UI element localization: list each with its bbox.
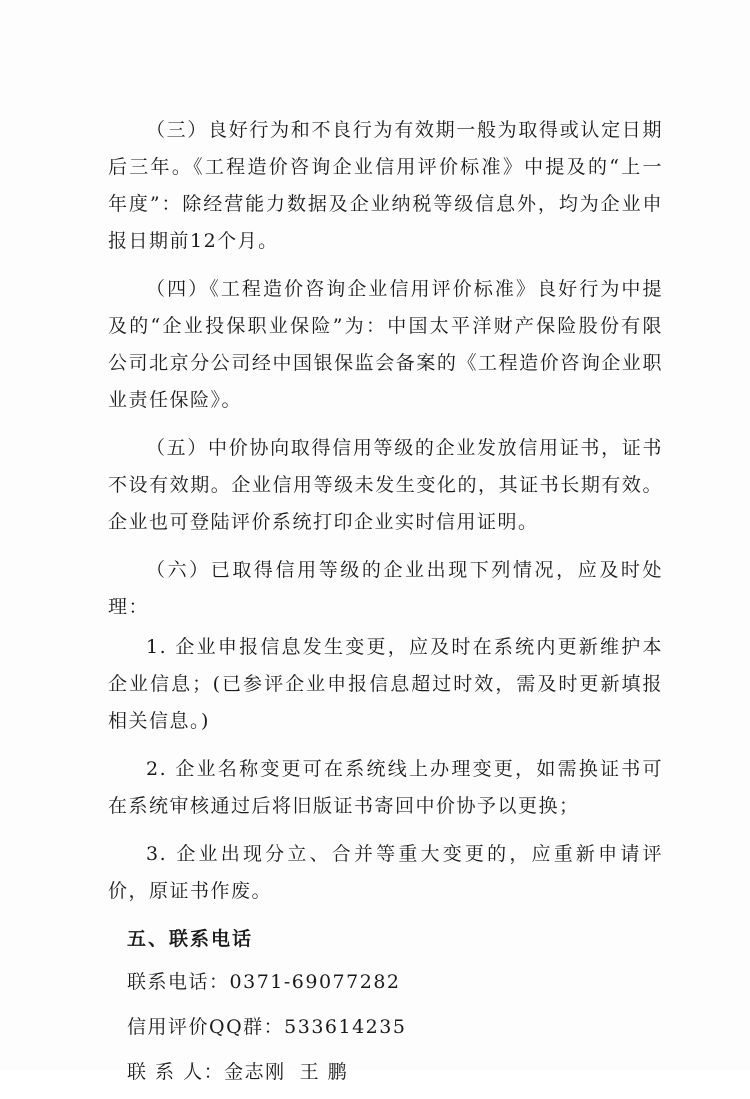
person-name-1: 金志刚 bbox=[224, 1061, 286, 1083]
phone-label: 联系电话： bbox=[127, 971, 230, 993]
contact-phone-line bbox=[108, 964, 663, 1001]
paragraph-validity-period: （三）良好行为和不良行为有效期一般为取得或认定日期后三年。《工程造价咨询企业信用评价标准》中提及的“上一年度”：除经营能力数据及企业纳税等级信息外，均为企业申报日期前12个月。 bbox=[108, 119, 663, 252]
list-item-major-change: 3. 企业出现分立、合并等重大变更的，应重新申请评价，原证书作废。 bbox=[108, 843, 663, 902]
list-item-info-change: 1. 企业申报信息发生变更，应及时在系统内更新维护本企业信息；(已参评企业申报信息超过时效，需及时更新填报相关信息。) bbox=[108, 636, 663, 732]
paragraph-certificate: （五）中价协向取得信用等级的企业发放信用证书，证书不设有效期。企业信用等级未发生变化的，其证书长期有效。企业也可登陆评价系统打印企业实时信用证明。 bbox=[108, 437, 663, 533]
document-body bbox=[108, 112, 663, 1099]
paragraph-situations: （六）已取得信用等级的企业出现下列情况，应及时处理： bbox=[108, 559, 663, 618]
contact-person-line bbox=[108, 1054, 663, 1091]
phone-value: 0371-69077282 bbox=[229, 971, 401, 993]
paragraph-insurance: （四）《工程造价咨询企业信用评价标准》良好行为中提及的“企业投保职业保险”为：中国太平洋财产保险股份有限公司北京分公司经中国银保监会备案的《工程造价咨询企业职业责任保险》。 bbox=[108, 278, 663, 411]
person-label: 联 系 人： bbox=[127, 1061, 225, 1083]
section-heading-contact: 五、联系电话 bbox=[127, 928, 254, 950]
qq-value: 533614235 bbox=[284, 1016, 407, 1038]
contact-qq-line bbox=[108, 1009, 663, 1046]
list-item-name-change: 2. 企业名称变更可在系统线上办理变更，如需换证书可在系统审核通过后将旧版证书寄回中价协予以更换； bbox=[108, 758, 663, 817]
person-name-2: 王 鹏 bbox=[299, 1061, 349, 1083]
qq-label: 信用评价QQ群： bbox=[127, 1016, 285, 1038]
